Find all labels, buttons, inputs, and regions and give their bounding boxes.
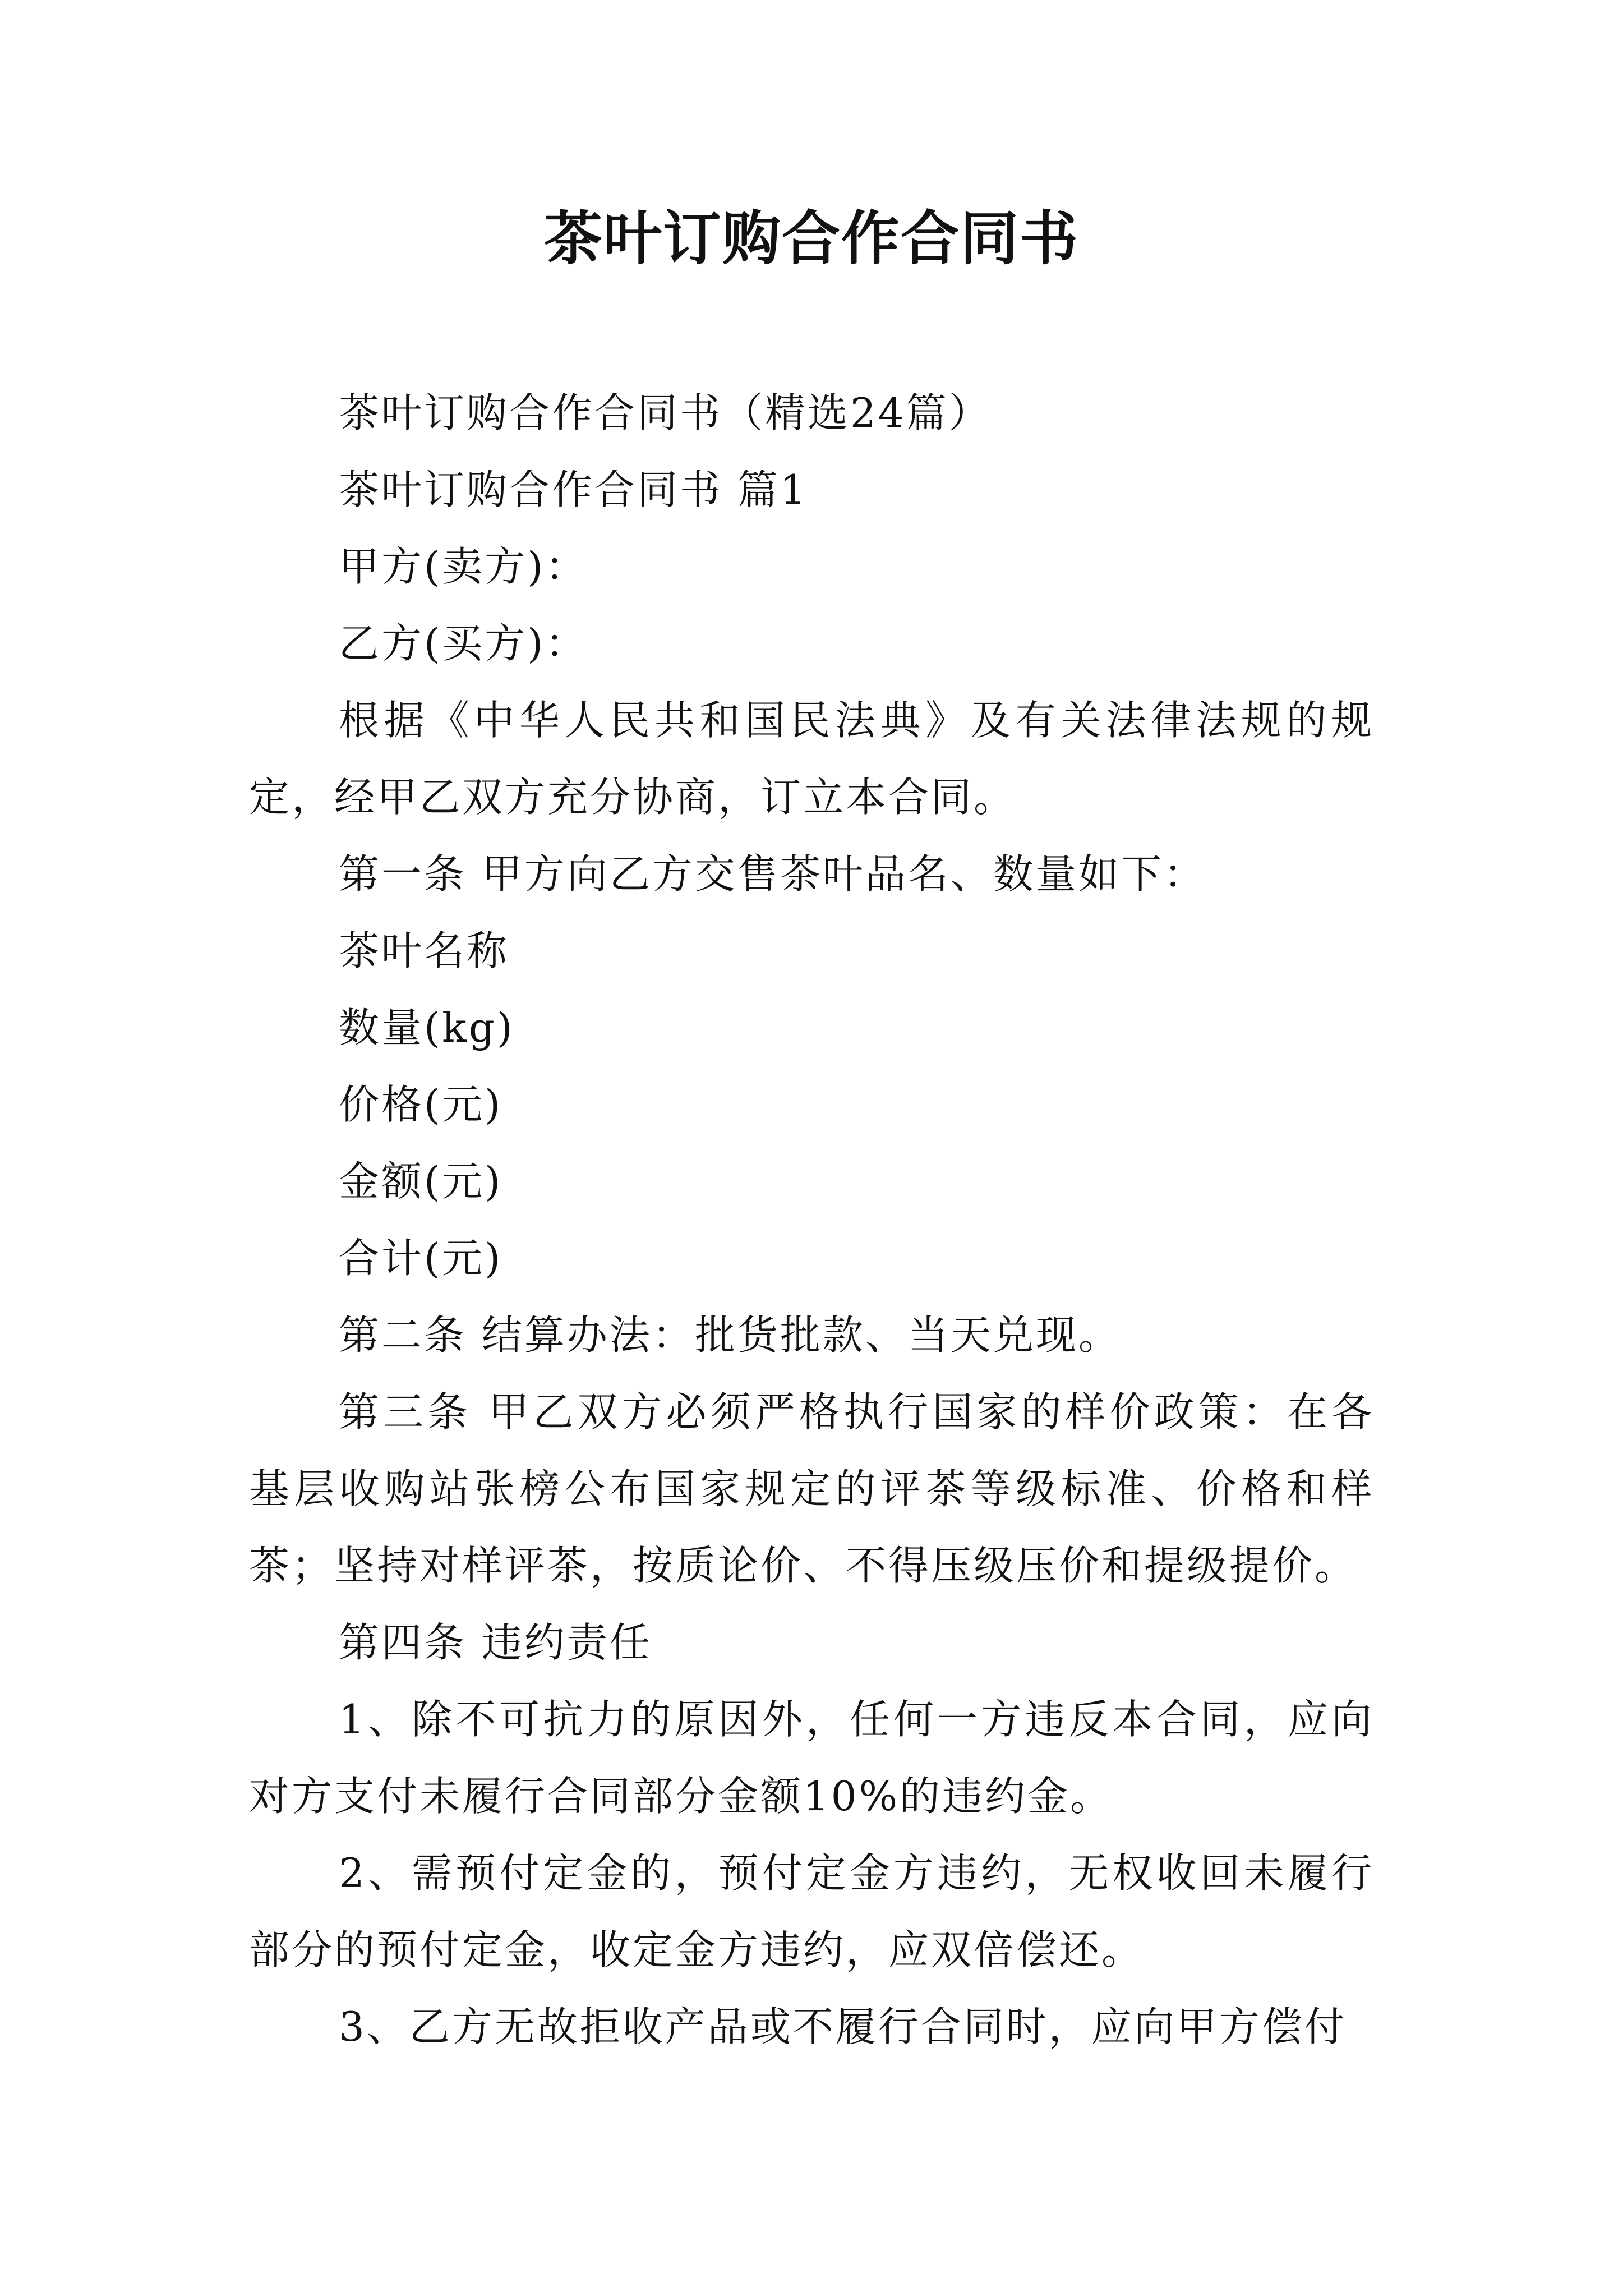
document-title: 茶叶订购合作合同书 <box>543 204 1079 273</box>
paragraph-clause-3: 3、乙方无故拒收产品或不履行合同时，应向甲方偿付 <box>339 2003 1347 2050</box>
paragraph-preamble: 根据《中华人民共和国民法典》及有关法律法规的规定，经甲乙双方充分协商，订立本合同。 <box>249 697 1374 821</box>
document-body <box>249 375 1374 2065</box>
paragraph-clause-1: 1、除不可抗力的原因外，任何一方违反本合同，应向对方支付未履行合同部分金额10%的违约金。 <box>249 1696 1374 1820</box>
paragraph-party-a: 甲方(卖方)： <box>339 543 588 590</box>
paragraph-item-amount: 金额(元) <box>339 1158 503 1205</box>
paragraph-article-1: 第一条 甲方向乙方交售茶叶品名、数量如下： <box>339 850 1206 898</box>
paragraph-item-quantity: 数量(kg) <box>339 1004 515 1051</box>
paragraph-party-b: 乙方(买方)： <box>339 620 588 667</box>
paragraph-item-price: 价格(元) <box>339 1081 503 1128</box>
paragraph-item-total: 合计(元) <box>339 1235 503 1282</box>
paragraph-item-tea-name: 茶叶名称 <box>339 927 510 974</box>
paragraph-subtitle: 茶叶订购合作合同书（精选24篇） <box>339 389 992 436</box>
paragraph-article-2: 第二条 结算办法：批货批款、当天兑现。 <box>339 1312 1121 1359</box>
paragraph-article-3: 第三条 甲乙双方必须严格执行国家的样价政策：在各基层收购站张榜公布国家规定的评茶等级标准、价格和样茶；坚持对样评茶，按质论价、不得压级压价和提级提价。 <box>249 1388 1374 1589</box>
paragraph-clause-2: 2、需预付定金的，预付定金方违约，无权收回未履行部分的预付定金，收定金方违约，应双倍偿还。 <box>249 1849 1374 1973</box>
paragraph-article-4: 第四条 违约责任 <box>339 1619 652 1666</box>
paragraph-section-heading: 茶叶订购合作合同书 篇1 <box>339 466 808 513</box>
